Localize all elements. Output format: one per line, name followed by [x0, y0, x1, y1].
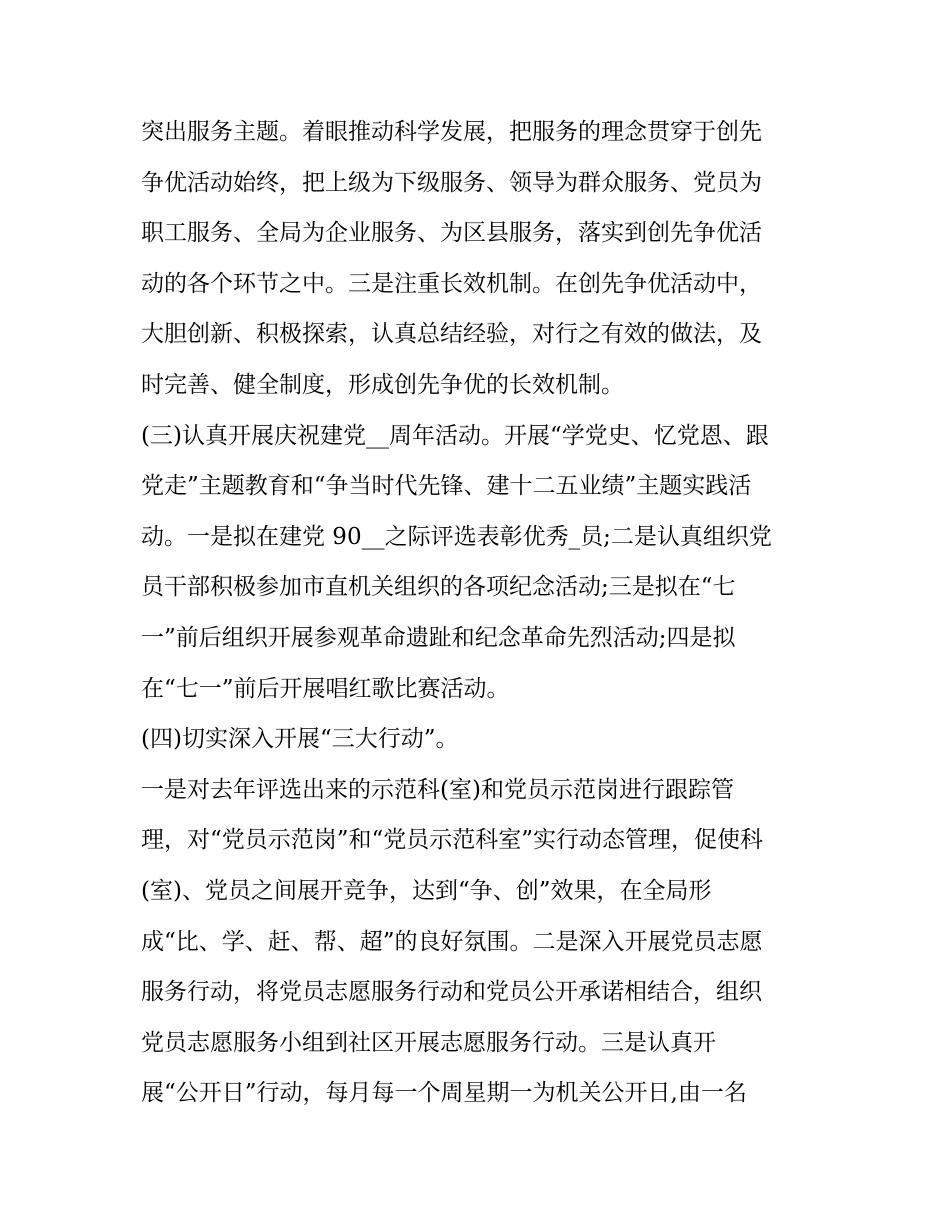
text-line: 理，对“党员示范岗”和“党员示范科室”实行动态管理，促使科	[141, 827, 764, 854]
body-text	[141, 107, 821, 1119]
text-line: 动的各个环节之中。三是注重长效机制。在创先争优活动中，	[141, 270, 762, 297]
section-heading-line: (三)认真开展庆祝建党__周年活动。开展“学党史、忆党恩、跟	[141, 422, 769, 449]
text-line: 争优活动始终，把上级为下级服务、领导为群众服务、党员为	[141, 169, 762, 196]
text-line: 员干部积极参加市直机关组织的各项纪念活动;三是拟在“七	[141, 574, 736, 601]
text-line: 时完善、健全制度，形成创先争优的长效机制。	[141, 371, 624, 398]
text-line: 展“公开日”行动，每月每一个周星期一为机关公开日,由一名	[141, 1080, 747, 1107]
text-line: 成“比、学、赶、帮、超”的良好氛围。二是深入开展党员志愿	[141, 928, 763, 955]
text-line: 大胆创新、积极探索，认真总结经验，对行之有效的做法，及	[141, 321, 762, 348]
text-line: 党走”主题教育和“争当时代先锋、建十二五业绩”主题实践活	[141, 473, 752, 500]
text-line: 动。一是拟在建党 90__之际评选表彰优秀_员;二是认真组织党	[141, 523, 772, 550]
text-line: (室)、党员之间展开竞争，达到“争、创”效果，在全局形	[141, 877, 712, 904]
text-line: 党员志愿服务小组到社区开展志愿服务行动。三是认真开	[141, 1029, 716, 1056]
section-heading-line: (四)切实深入开展“三大行动”。	[141, 726, 459, 753]
text-line: 一”前后组织开展参观革命遗趾和纪念革命先烈活动;四是拟	[141, 624, 736, 651]
text-line: 在“七一”前后开展唱红歌比赛活动。	[141, 675, 510, 702]
text-line: 职工服务、全局为企业服务、为区县服务，落实到创先争优活	[141, 220, 762, 247]
text-line: 突出服务主题。着眼推动科学发展，把服务的理念贯穿于创先	[141, 119, 762, 145]
text-line: 一是对去年评选出来的示范科(室)和党员示范岗进行跟踪管	[141, 776, 734, 803]
text-line: 服务行动，将党员志愿服务行动和党员公开承诺相结合，组织	[141, 979, 762, 1006]
